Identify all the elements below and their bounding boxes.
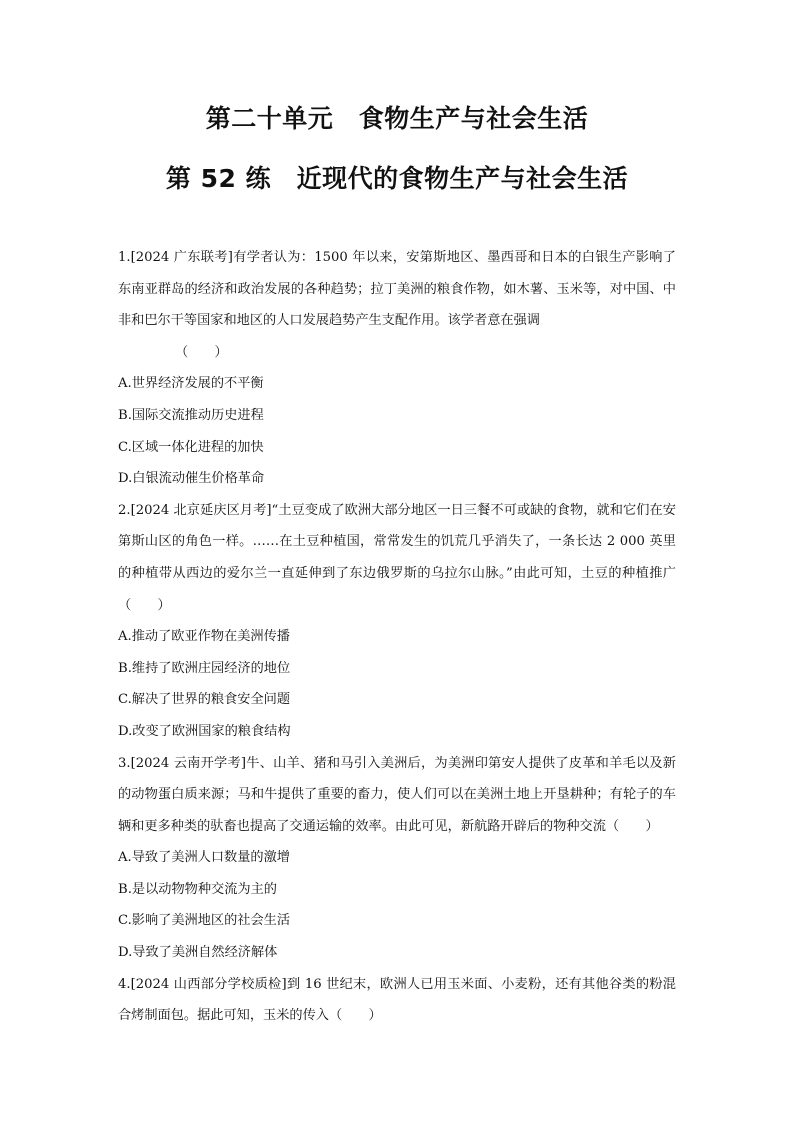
question-stem: 2.[2024 北京延庆区月考]“土豆变成了欧洲大部分地区一日三餐不可或缺的食物，就和它们在安第斯山区的角色一样。……在土豆种植国，常常发生的饥荒几乎消失了，一条长达 2 000 英里的种植带从西边的爱尔兰一直延伸到了东边俄罗斯的乌拉尔山脉。”由此可知，土豆的种植推广（ ） (118, 502, 676, 613)
option-b: B.维持了欧洲庄园经济的地位 (118, 660, 291, 676)
option-a: A.推动了欧亚作物在美洲传播 (118, 629, 290, 645)
option-d: D.导致了美洲自然经济解体 (118, 945, 278, 961)
unit-title: 第二十单元 食物生产与社会生活 (205, 104, 589, 133)
option-c: C.区域一体化进程的加快 (118, 439, 264, 455)
question-4 (118, 969, 676, 1032)
option-b: B.是以动物物种交流为主的 (118, 881, 277, 897)
question-stem: 1.[2024 广东联考]有学者认为：1500 年以来，安第斯地区、墨西哥和日本的白银生产影响了东南亚群岛的经济和政治发展的各种趋势；拉丁美洲的粮食作物，如木薯、玉米等，对中国、中非和巴尔干等国家和地区的人口发展趋势产生支配作用。该学者意在强调 (118, 250, 676, 329)
option-a: A.导致了美洲人口数量的激增 (118, 850, 290, 866)
question-stem: 3.[2024 云南开学考]牛、山羊、猪和马引入美洲后，为美洲印第安人提供了皮革和羊毛以及新的动物蛋白质来源；马和牛提供了重要的畜力，使人们可以在美洲土地上开垦耕种；有轮子的车辆和更多种类的驮畜也提高了交通运输的效率。由此可见，新航路开辟后的物种交流（ ） (118, 755, 676, 834)
lesson-title: 第 52 练 近现代的食物生产与社会生活 (165, 164, 629, 193)
question-3 (118, 748, 676, 969)
option-c: C.影响了美洲地区的社会生活 (118, 913, 291, 929)
answer-blank: （ ） (175, 344, 228, 360)
option-d: D.改变了欧洲国家的粮食结构 (118, 723, 291, 739)
question-2 (118, 495, 676, 748)
question-1 (118, 242, 676, 495)
option-a: A.世界经济发展的不平衡 (118, 376, 264, 392)
option-d: D.白银流动催生价格革命 (118, 471, 265, 487)
option-c: C.解决了世界的粮食安全问题 (118, 692, 291, 708)
question-list (118, 242, 676, 1032)
question-stem: 4.[2024 山西部分学校质检]到 16 世纪末，欧洲人已用玉米面、小麦粉，还有其他谷类的粉混合烤制面包。据此可知，玉米的传入（ ） (118, 976, 676, 1024)
option-b: B.国际交流推动历史进程 (118, 407, 264, 423)
